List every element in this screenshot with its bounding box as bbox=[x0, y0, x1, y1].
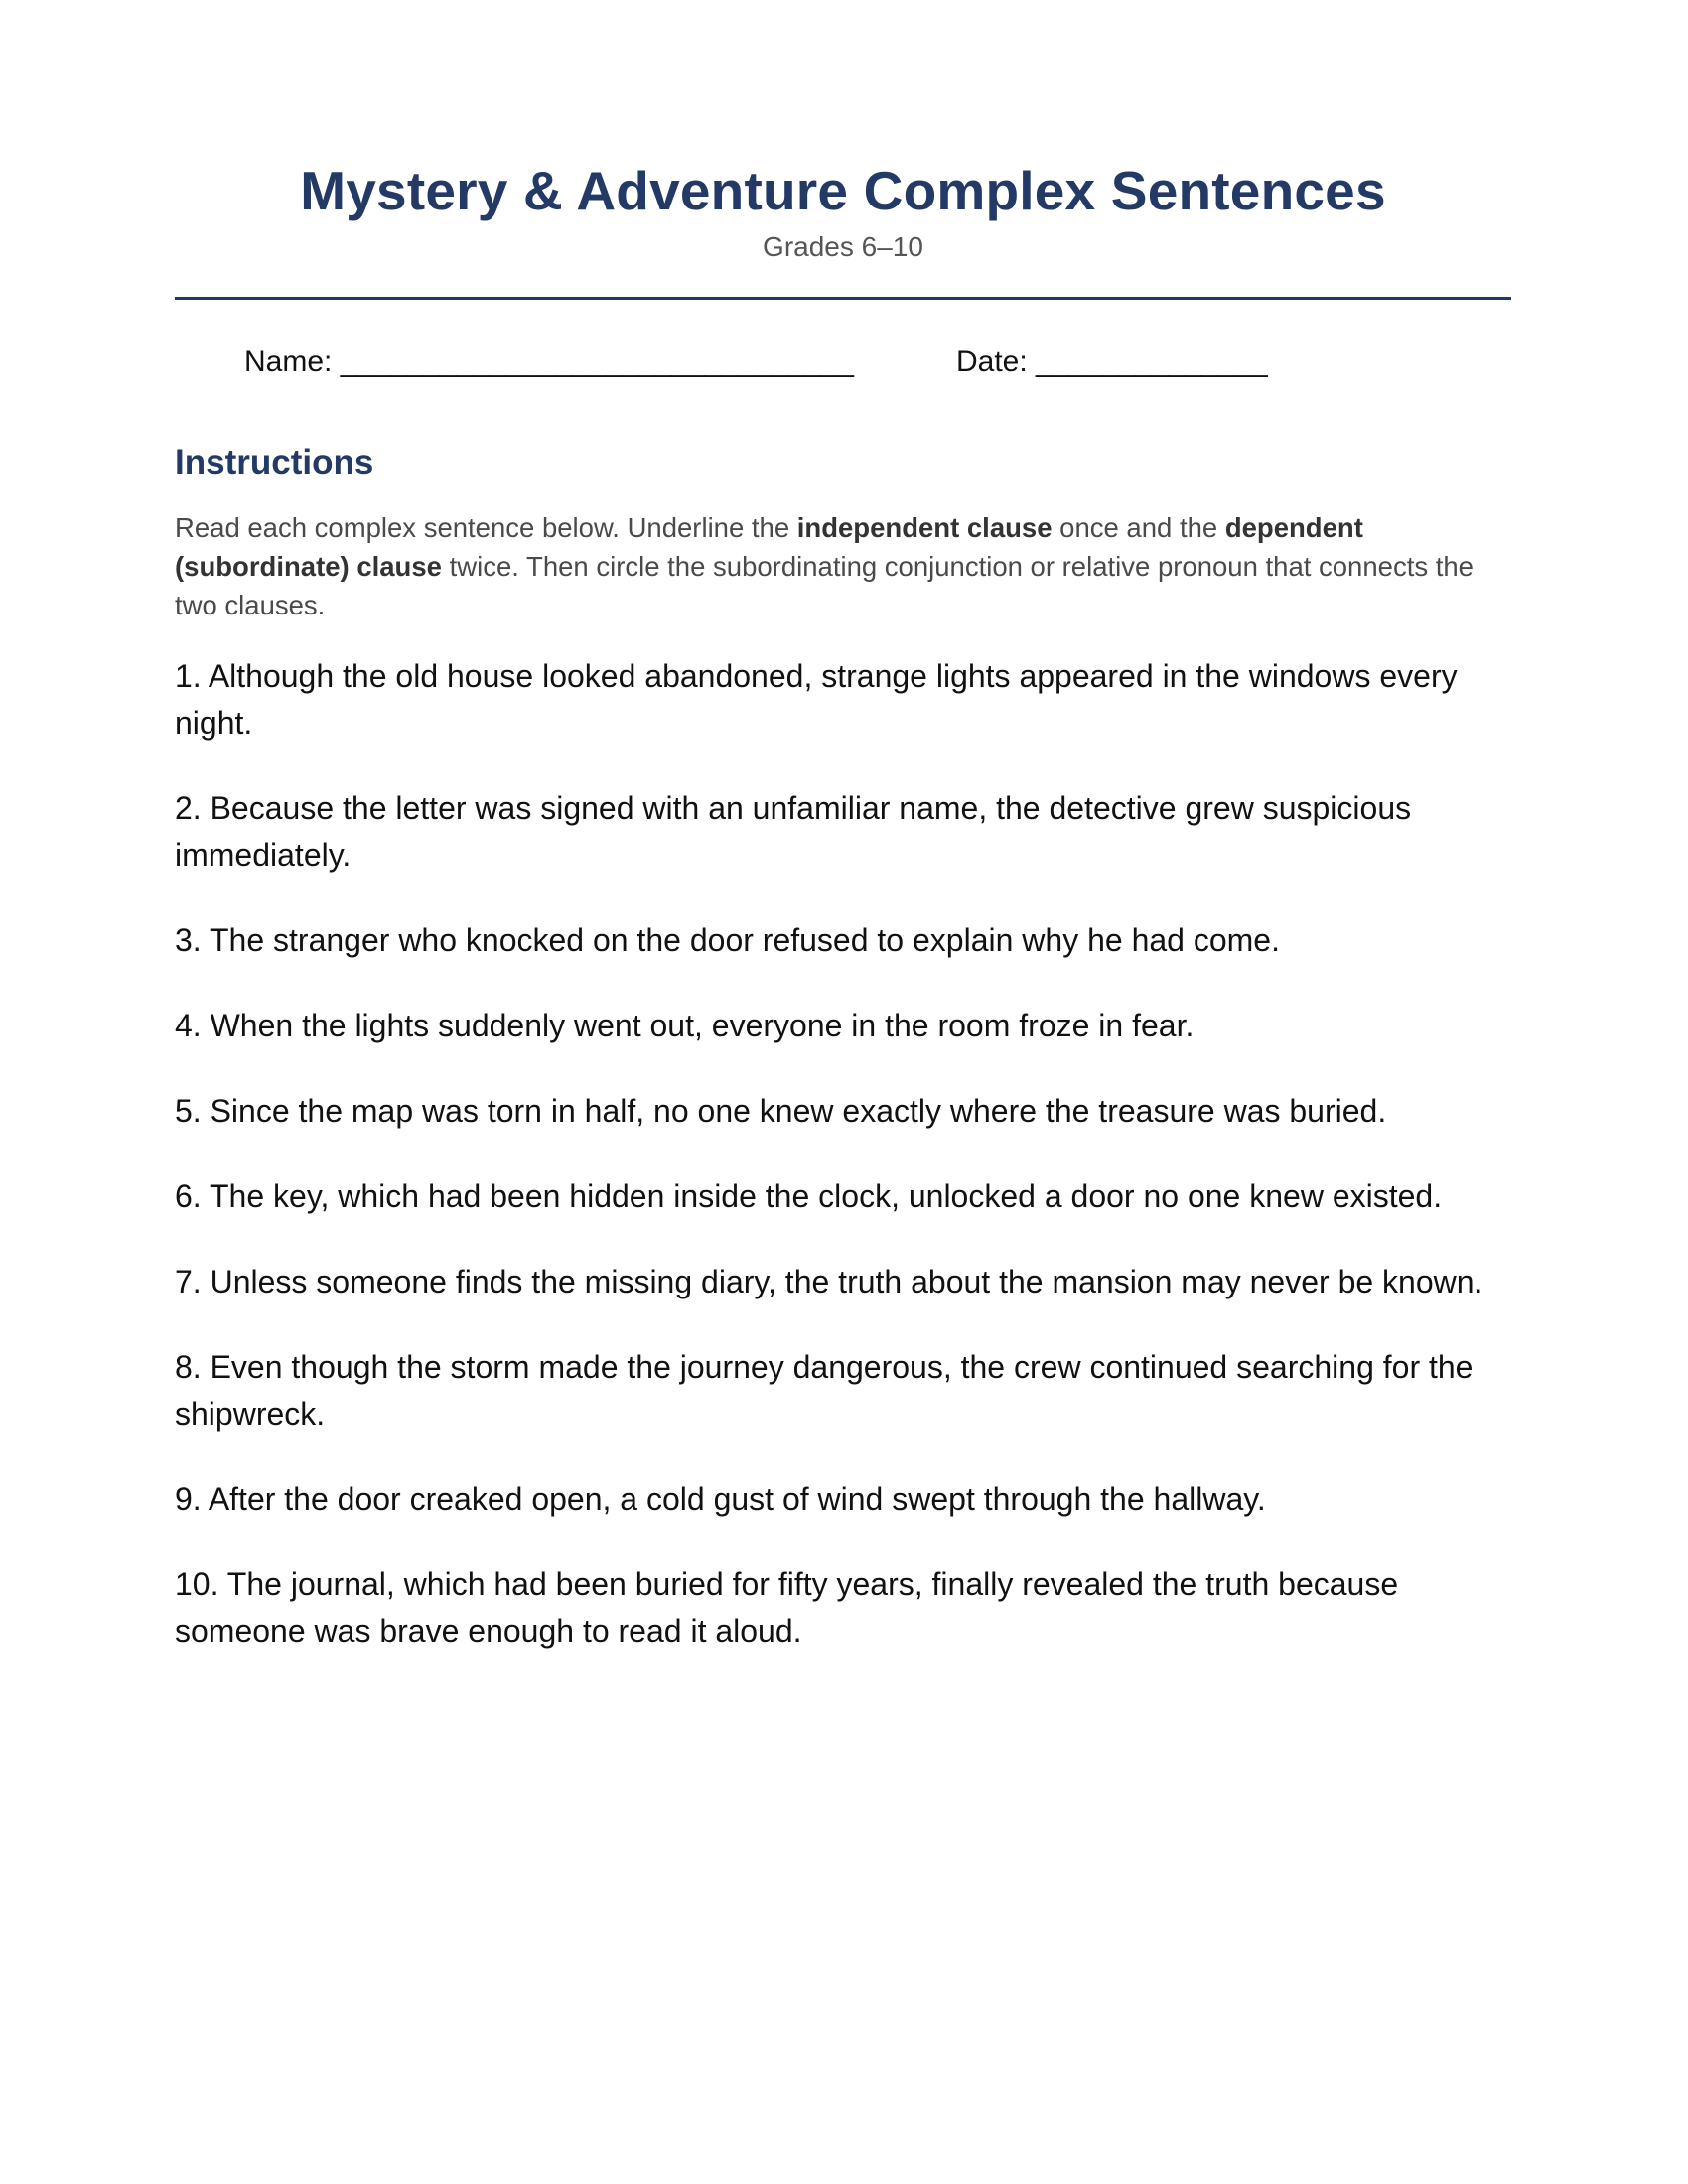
instructions-text-part-2: once and the bbox=[1052, 512, 1225, 543]
sentence-item-9: 9. After the door creaked open, a cold gust of wind swept through the hallway. bbox=[175, 1481, 1266, 1517]
date-field: Date: ______________ bbox=[956, 345, 1268, 378]
sentence-item-2: 2. Because the letter was signed with an unfamiliar name, the detective grew suspicious immediately. bbox=[175, 790, 1412, 873]
sentence-list bbox=[175, 653, 1511, 1655]
sentence-item-8: 8. Even though the storm made the journey dangerous, the crew continued searching for the shipwreck. bbox=[175, 1349, 1474, 1432]
instructions-heading: Instructions bbox=[175, 443, 374, 481]
sentence-item-4: 4. When the lights suddenly went out, everyone in the room froze in fear. bbox=[175, 1008, 1195, 1043]
sentence-item-6: 6. The key, which had been hidden inside the clock, unlocked a door no one knew existed. bbox=[175, 1178, 1443, 1214]
sentence-item-5: 5. Since the map was torn in half, no one knew exactly where the treasure was buried. bbox=[175, 1093, 1387, 1129]
worksheet-content bbox=[175, 0, 1511, 1694]
page-title: Mystery & Adventure Complex Sentences bbox=[300, 160, 1386, 221]
student-info-fields bbox=[175, 342, 1511, 382]
name-field: Name: _______________________________ bbox=[244, 345, 854, 378]
header-divider bbox=[175, 297, 1511, 300]
sentence-item-1: 1. Although the old house looked abandoned, strange lights appeared in the windows every night. bbox=[175, 658, 1458, 741]
sentence-item-7: 7. Unless someone finds the missing diary, the truth about the mansion may never be known. bbox=[175, 1264, 1483, 1299]
instructions-text bbox=[175, 508, 1511, 624]
dependent-clause-term: dependent (subordinate) clause bbox=[175, 512, 1363, 582]
instructions-text-part-3: twice. Then circle the subordinating conjunction or relative pronoun that connects the two clauses. bbox=[175, 551, 1474, 620]
independent-clause-term: independent clause bbox=[796, 512, 1053, 543]
instructions-text-part-1: Read each complex sentence below. Underline the bbox=[175, 512, 797, 543]
sentence-item-10: 10. The journal, which had been buried for fifty years, finally revealed the truth because someone was brave enough to read it aloud. bbox=[175, 1567, 1399, 1649]
sentence-item-3: 3. The stranger who knocked on the door refused to explain why he had come. bbox=[175, 922, 1280, 958]
grade-level-subtitle: Grades 6–10 bbox=[763, 231, 923, 262]
